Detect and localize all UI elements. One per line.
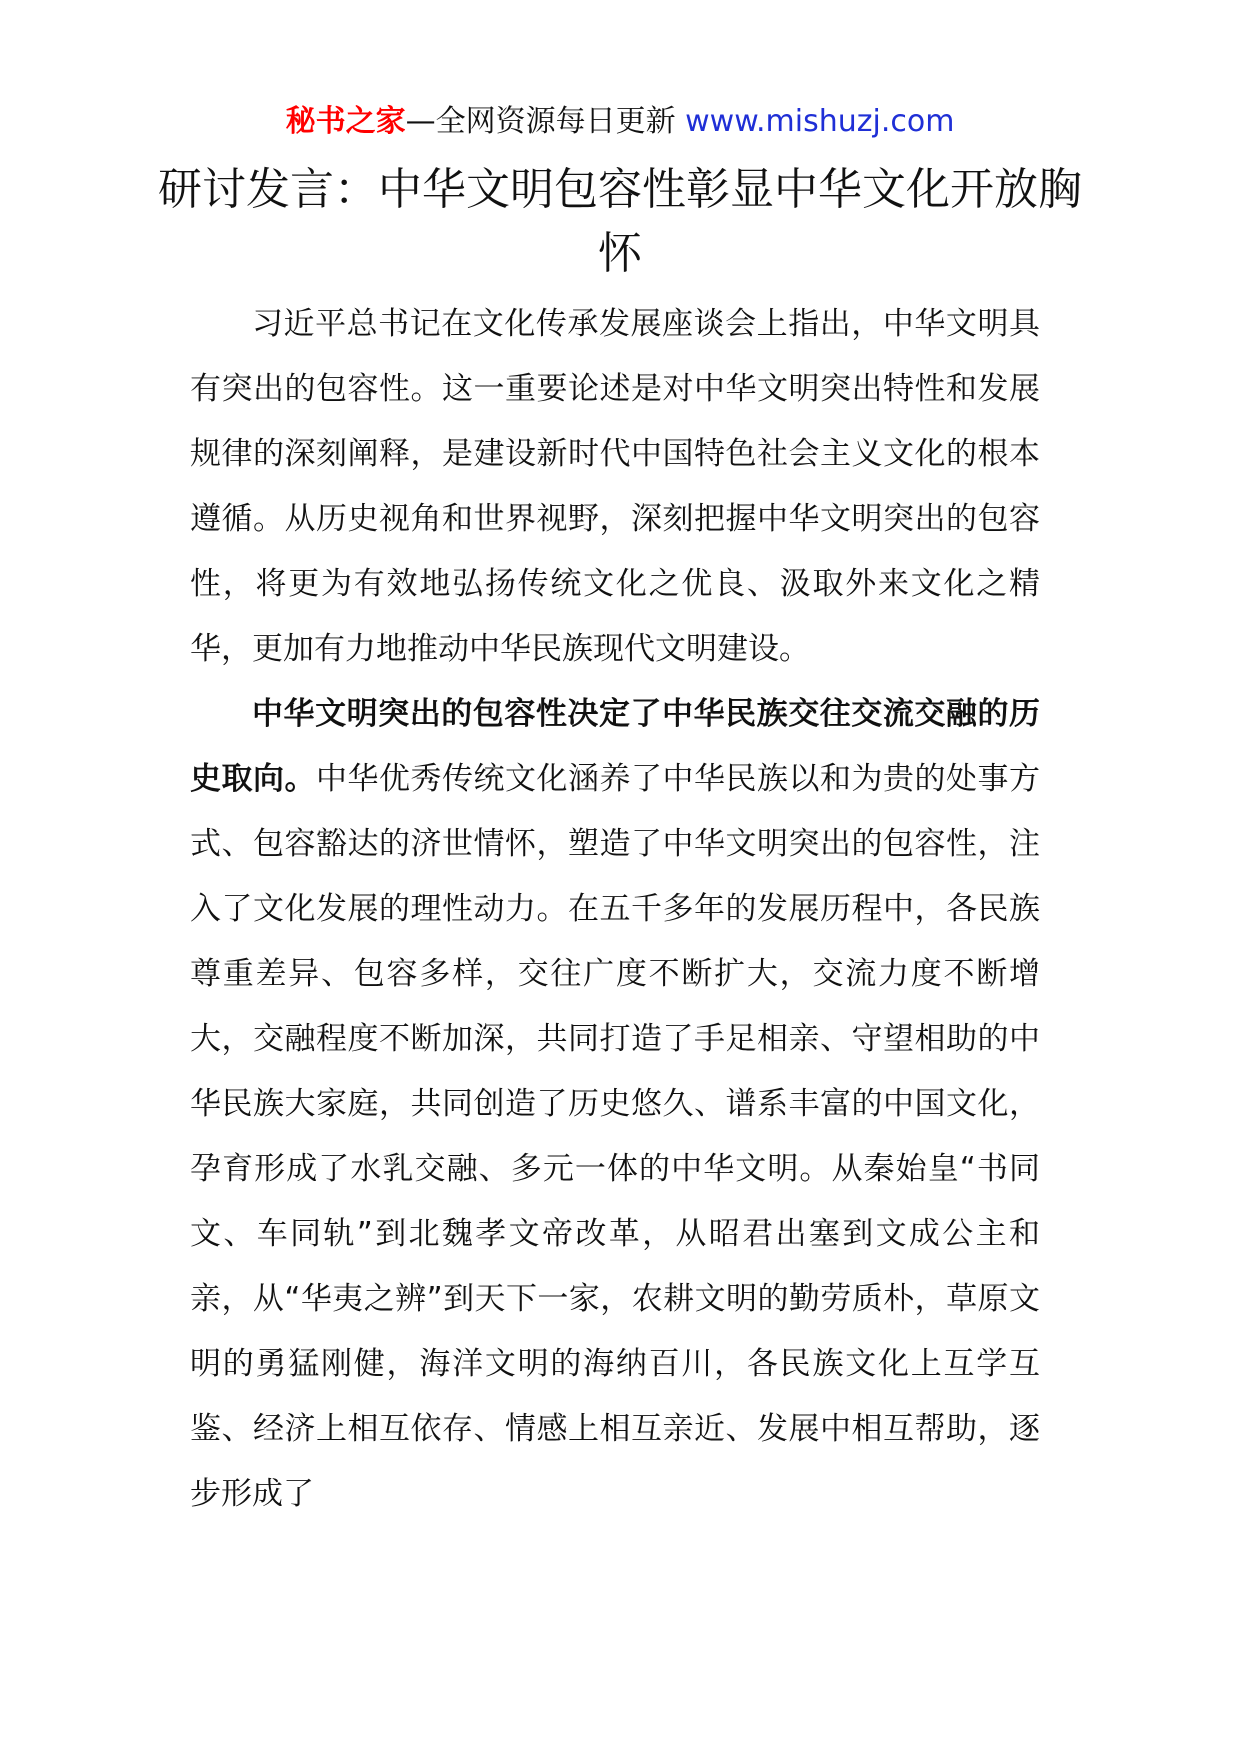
- brand-name: 秘书之家: [285, 104, 406, 139]
- paragraph-lead-heading: 中华文明突出的包容性决定了中华民族交往交流交融的历史取向。: [190, 696, 1040, 797]
- document-body: [190, 292, 1040, 1527]
- site-url-link[interactable]: www.mishuzj.com: [685, 104, 955, 139]
- paragraph-intro: 习近平总书记在文化传承发展座谈会上指出，中华文明具有突出的包容性。这一重要论述是对中华文明突出特性和发展规律的深刻阐释，是建设新时代中国特色社会主义文化的根本遵循。从历史视角和世界视野，深刻把握中华文明突出的包容性，将更为有效地弘扬传统文化之优良、汲取外来文化之精华，更加有力地推动中华民族现代文明建设。: [190, 306, 1040, 667]
- document-title: 研讨发言：中华文明包容性彰显中华文化开放胸怀: [158, 164, 1082, 279]
- paragraph-body-text: 中华优秀传统文化涵养了中华民族以和为贵的处事方式、包容豁达的济世情怀，塑造了中华文明突出的包容性，注入了文化发展的理性动力。在五千多年的发展历程中，各民族尊重差异、包容多样，交往广度不断扩大，交流力度不断增大，交融程度不断加深，共同打造了手足相亲、守望相助的中华民族大家庭，共同创造了历史悠久、谱系丰富的中国文化，孕育形成了水乳交融、多元一体的中华文明。从秦始皇“书同文、车同轨”到北魏孝文帝改革，从昭君出塞到文成公主和亲，从“华夷之辨”到天下一家，农耕文明的勤劳质朴，草原文明的勇猛刚健，海洋文明的海纳百川，各民族文化上互学互鉴、经济上相互依存、情感上相互亲近、发展中相互帮助，逐步形成了: [190, 761, 1040, 1512]
- site-header: [0, 100, 1240, 144]
- paragraph-inclusiveness: [190, 682, 1040, 1527]
- header-slogan: —全网资源每日更新: [405, 104, 686, 139]
